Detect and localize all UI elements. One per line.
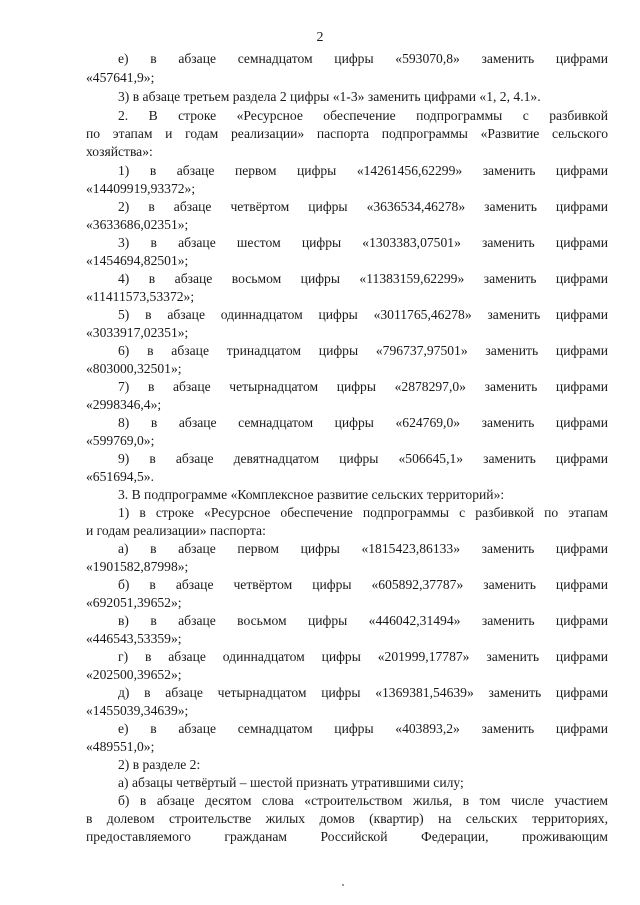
- text-line: «11411573,53372»;: [86, 289, 195, 304]
- text-line: «489551,0»;: [86, 739, 155, 754]
- text-line: «14409919,93372»;: [86, 181, 196, 196]
- text-line: 7) в абзаце четырнадцатом цифры «2878297,0» заменить цифрами: [118, 379, 608, 394]
- text-line: «3633686,02351»;: [86, 217, 189, 232]
- text-line: 1) в абзаце первом цифры «14261456,62299» заменить цифрами: [118, 163, 608, 178]
- text-line: е) в абзаце семнадцатом цифры «403893,2» заменить цифрами: [118, 721, 608, 736]
- text-line: 3. В подпрограмме «Комплексное развитие сельских территорий»:: [118, 487, 505, 502]
- text-line: «202500,39652»;: [86, 667, 182, 682]
- text-line: предоставляемого гражданам Российской Федерации, проживающим: [86, 829, 608, 844]
- text-line: 3) в абзаце шестом цифры «1303383,07501» заменить цифрами: [118, 235, 608, 250]
- text-line: «3033917,02351»;: [86, 325, 189, 340]
- text-line: «1455039,34639»;: [86, 703, 189, 718]
- text-line: «692051,39652»;: [86, 595, 182, 610]
- text-line: «2998346,4»;: [86, 397, 162, 412]
- text-line: «803000,32501»;: [86, 361, 182, 376]
- text-line: «1454694,82501»;: [86, 253, 189, 268]
- text-line: 3) в абзаце третьем раздела 2 цифры «1-3» заменить цифрами «1, 2, 4.1».: [118, 89, 541, 104]
- text-line: 8) в абзаце семнадцатом цифры «624769,0» заменить цифрами: [118, 415, 608, 430]
- text-line: а) абзацы четвёртый – шестой признать утратившими силу;: [118, 775, 464, 790]
- text-line: 2. В строке «Ресурсное обеспечение подпрограммы с разбивкой: [118, 108, 608, 123]
- text-line: д) в абзаце четырнадцатом цифры «1369381,54639» заменить цифрами: [118, 685, 608, 700]
- text-line: б) в абзаце четвёртом цифры «605892,37787» заменить цифрами: [118, 577, 608, 592]
- text-line: и годам реализации» паспорта:: [86, 523, 266, 538]
- text-line: б) в абзаце десятом слова «строительством жилья, в том числе участием: [118, 793, 608, 808]
- text-line: «457641,9»;: [86, 70, 155, 85]
- text-line: «651694,5».: [86, 469, 154, 484]
- text-line: г) в абзаце одиннадцатом цифры «201999,17787» заменить цифрами: [118, 649, 608, 664]
- text-line: в) в абзаце восьмом цифры «446042,31494» заменить цифрами: [118, 613, 608, 628]
- text-line: хозяйства»:: [86, 144, 153, 159]
- text-line: а) в абзаце первом цифры «1815423,86133» заменить цифрами: [118, 541, 608, 556]
- text-line: е) в абзаце семнадцатом цифры «593070,8» заменить цифрами: [118, 51, 608, 66]
- text-line: в долевом строительстве жилых домов (квартир) на сельских территориях,: [86, 811, 608, 826]
- scan-speck: [342, 884, 344, 886]
- text-line: «1901582,87998»;: [86, 559, 189, 574]
- page-number: 2: [316, 30, 324, 45]
- text-line: 5) в абзаце одиннадцатом цифры «3011765,46278» заменить цифрами: [118, 307, 608, 322]
- text-line: 9) в абзаце девятнадцатом цифры «506645,1» заменить цифрами: [118, 451, 608, 466]
- text-line: 2) в разделе 2:: [118, 757, 201, 772]
- text-line: «599769,0»;: [86, 433, 155, 448]
- text-line: 1) в строке «Ресурсное обеспечение подпрограммы с разбивкой по этапам: [118, 505, 608, 520]
- text-line: «446543,53359»;: [86, 631, 182, 646]
- text-line: 4) в абзаце восьмом цифры «11383159,62299» заменить цифрами: [118, 271, 608, 286]
- text-line: по этапам и годам реализации» паспорта подпрограммы «Развитие сельского: [86, 126, 608, 141]
- text-line: 2) в абзаце четвёртом цифры «3636534,46278» заменить цифрами: [118, 199, 608, 214]
- text-line: 6) в абзаце тринадцатом цифры «796737,97501» заменить цифрами: [118, 343, 608, 358]
